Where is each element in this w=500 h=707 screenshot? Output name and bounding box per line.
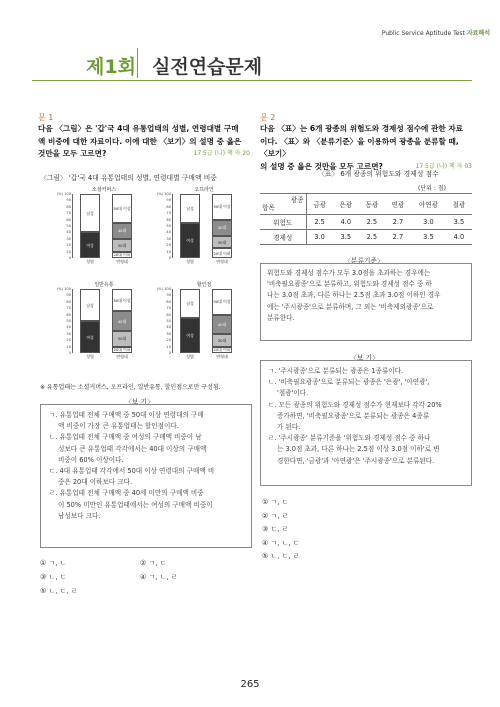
bar-label: 여성 (186, 332, 194, 338)
panel-title: 소셜커머스 (91, 187, 117, 193)
title-underline (32, 80, 472, 81)
table-cell: 3.0 (306, 230, 333, 245)
y-tick-label: 70 (166, 306, 171, 311)
title-divider (137, 48, 138, 78)
y-tick-label: 50 (166, 319, 171, 323)
bar-label: 50대 이상 (113, 297, 131, 303)
bar-label: 50대 이상 (113, 205, 131, 211)
bar-label: 40대 (217, 321, 227, 327)
q1-option-1[interactable]: ① ㄱ, ㄴ (40, 559, 67, 567)
y-tick-label: 10 (166, 344, 171, 349)
y-tick-label: 70 (166, 211, 171, 216)
table-cell: 3.5 (411, 230, 446, 245)
table-cell: 3.0 (411, 215, 446, 230)
y-tick-label: 10 (166, 249, 171, 254)
y-tick-label: (%) 100 (56, 287, 71, 291)
bar-label: 20대 이하 (213, 347, 231, 353)
table-cell: 3.5 (446, 215, 472, 230)
table-cell: 4.0 (446, 230, 472, 245)
y-tick-label: 40 (66, 325, 71, 330)
chart-panel (56, 186, 152, 266)
panel-title: 오프라인 (194, 187, 214, 193)
bar-label: 남성 (86, 210, 94, 216)
bogi-line: ㄴ. '비축필요광종'으로 분류되는 광종은 '은광', '아연광', (268, 378, 430, 387)
col-header: 연광 (385, 194, 411, 215)
y-tick-label: 60 (66, 217, 71, 222)
q1-line3-text: 것만을 모두 고르면? (38, 149, 107, 158)
bogi-line: 비중이 60% 이상이다. (58, 455, 124, 464)
y-tick-label: 10 (66, 344, 71, 349)
q1-note: ※ 유통업태는 소셜커머스, 오프라인, 일반유통, 할인점으로만 구성됨. (40, 384, 221, 391)
table-cell: 2.5 (306, 215, 333, 230)
bogi-line: 성보다 큰 유통업태 각각에서는 40대 이상의 구매액 (58, 444, 207, 453)
y-tick-label: 30 (66, 236, 71, 241)
q2-option-3[interactable]: ③ ㄷ, ㄹ (262, 525, 289, 533)
x-tick-label: 성별 (86, 259, 94, 264)
bogi-line: 는 3.0점 초과, 다른 하나는 2.5점 이상 3.0점 이하'로 변 (277, 445, 440, 454)
q1-figure-caption: 〈그림〉 '갑'국 4대 유통업태의 성별, 연령대별 구매액 비중 (40, 174, 217, 182)
page-number: 265 (240, 679, 260, 690)
y-axis (172, 194, 173, 258)
y-tick-label: 90 (66, 293, 71, 298)
bogi-line: 액 비중이 가장 큰 유통업태는 할인점이다. (58, 422, 179, 431)
q1-bogi-box (40, 404, 252, 548)
y-tick-label: 60 (166, 217, 171, 222)
q1-chart (56, 186, 256, 376)
y-tick-label: 40 (166, 325, 171, 330)
bar-label: 30대 (217, 337, 227, 343)
q2-bogi-box (260, 360, 472, 486)
y-tick-label: 60 (66, 312, 71, 317)
x-tick-label: 성별 (186, 354, 194, 359)
bogi-line: ㄹ. 유통업태 전체 구매액 중 40세 미만의 구매액 비중 (49, 489, 204, 498)
y-tick-label: 20 (66, 243, 71, 248)
panel-title: 일반유통 (94, 282, 114, 288)
bogi-line: ㄴ. 유통업태 전체 구매액 중 여성의 구매액 비중이 남 (49, 433, 202, 442)
table-cell: 4.0 (333, 215, 359, 230)
q1-line1: 다음 〈그림〉은 '갑'국 4대 유통업태의 성별, 연령대별 구매 (38, 124, 239, 133)
table-cell: 2.7 (385, 215, 411, 230)
table-cell: 2.5 (359, 230, 385, 245)
table-cell: 2.7 (385, 230, 411, 245)
y-tick-label: 40 (166, 230, 171, 235)
y-tick-label: 90 (166, 198, 171, 203)
panel-title: 할인점 (196, 282, 212, 288)
corner-bottom: 항목 (262, 204, 275, 212)
top-bar (0, 0, 500, 40)
y-tick-label: 60 (166, 312, 171, 317)
bogi-line: 경한다면, '금광'과 '아연광'은 '주시광종'으로 분류된다. (277, 456, 435, 465)
q2-table-caption: 〈표〉 6개 광종의 위험도와 경제성 점수 (318, 170, 439, 178)
table-row (260, 215, 472, 230)
criteria-line: 분류한다. (267, 313, 295, 322)
y-tick-label: 20 (66, 338, 71, 343)
bogi-line: ㄱ. '주시광종'으로 분류되는 광종은 1종류이다. (268, 367, 404, 375)
q2-criteria-title: 〈분류기준〉 (344, 257, 384, 265)
q1-option-4[interactable]: ④ ㄱ, ㄴ, ㄹ (140, 573, 178, 581)
y-tick-label: 50 (166, 224, 171, 228)
bar-label: 여성 (186, 237, 194, 243)
x-tick-label: 연령대 (116, 354, 128, 359)
criteria-line: 나는 3.0점 초과, 다른 하나는 2.5점 초과 3.0점 이하인 경우 (267, 291, 441, 300)
q1-bogi-list (49, 410, 243, 522)
corner-top: 광종 (290, 196, 304, 204)
bogi-line: 남성보다 크다. (58, 511, 101, 520)
y-tick-label: 80 (166, 299, 171, 304)
q2-criteria-box (260, 263, 472, 341)
y-tick-label: 70 (66, 306, 71, 311)
q2-code: 17 5급 (나) 책 자 03 (415, 162, 472, 170)
bar-label: 30대 (117, 336, 127, 342)
header-section: 자료해석 (466, 30, 490, 37)
q2-option-2[interactable]: ② ㄱ, ㄹ (262, 511, 289, 520)
bogi-line: 중은 20대 이하보다 크다. (58, 478, 133, 487)
chart-panel (156, 281, 252, 361)
chart-panel (56, 281, 152, 361)
col-header: 아연광 (411, 194, 446, 215)
q2-line1: 다음 〈표〉는 6개 광종의 위험도와 경제성 점수에 관한 자료 (260, 124, 464, 133)
q2-line2: 이다. 〈표〉와 〈분류기준〉을 이용하여 광종을 분류할 때, 〈보기〉 (260, 136, 459, 158)
question-2 (260, 112, 472, 173)
bar-label: 50대 이상 (213, 204, 231, 210)
header-label (382, 28, 490, 37)
y-tick-label: 30 (166, 236, 171, 241)
q1-line3 (38, 148, 250, 161)
bar-label: 20대 이하 (113, 252, 131, 258)
bar-label: 여성 (86, 334, 94, 340)
bar-label: 40대 (117, 318, 127, 324)
y-tick-label: (%) 100 (156, 192, 171, 196)
table-cell: 2.5 (359, 215, 385, 230)
bogi-line: ㄷ. 4대 유통업태 각각에서 50대 이상 연령대의 구매액 비 (49, 467, 215, 476)
table-header-row (260, 194, 472, 215)
col-header: 금광 (306, 194, 333, 215)
y-tick-label: 10 (66, 249, 71, 254)
y-tick-label: 20 (166, 243, 171, 248)
col-header: 은광 (333, 194, 359, 215)
bogi-line: ㄱ. 유통업태 전체 구매액 중 50대 이상 연령대의 구매 (49, 411, 204, 419)
bar-label: 여성 (86, 242, 94, 248)
q2-option-1[interactable]: ① ㄱ, ㄷ (262, 498, 289, 506)
bogi-line: 증가하면, '비축필요광종'으로 분류되는 광종은 4종류 (277, 411, 430, 420)
y-tick-label: 30 (166, 331, 171, 336)
bogi-line: ㄷ. 모든 광종의 위험도와 경제성 점수가 현재보다 각각 20% (268, 400, 442, 409)
bar-label: 40대 (117, 228, 127, 234)
row-label: 위험도 (260, 215, 306, 230)
q2-table-wrap (260, 193, 472, 245)
q1-option-5[interactable]: ⑤ ㄴ, ㄷ, ㄹ (40, 587, 78, 595)
bar-label: 30대 (117, 242, 127, 248)
bogi-line: 이 50% 미만인 유통업태에서는 여성의 구매액 비중이 (58, 500, 213, 509)
bar-label: 20대 이하 (113, 347, 131, 353)
x-tick-label: 성별 (186, 259, 194, 264)
chart-panel (156, 186, 252, 266)
y-tick-label: 20 (166, 338, 171, 343)
y-tick-label: 50 (66, 319, 71, 323)
y-tick-label: 80 (66, 299, 71, 304)
page-title: 실전연습문제 (152, 56, 263, 78)
col-header: 동광 (359, 194, 385, 215)
y-tick-label: 0 (68, 351, 71, 355)
y-tick-label: 80 (166, 204, 171, 209)
q1-code: 17 5급 (나) 책 자 20 (193, 150, 250, 157)
y-tick-label: 0 (168, 256, 171, 260)
criteria-line: 에는 '주시광종'으로 분류하며, 그 외는 '비축제외광종'으로 (267, 302, 434, 311)
criteria-line: 위험도와 경제성 점수가 모두 3.0점을 초과하는 경우에는 (267, 269, 431, 277)
y-tick-label: 50 (66, 224, 71, 228)
y-tick-label: 0 (168, 351, 171, 355)
q2-criteria-list (267, 268, 465, 324)
criteria-line: '비축필요광종'으로 분류하고, 위험도와 경제성 점수 중 하 (267, 280, 432, 289)
col-header: 철광 (446, 194, 472, 215)
bar-label: 40대 (217, 225, 227, 231)
bar-label: 남성 (86, 302, 94, 308)
bar-label: 30대 (217, 239, 227, 245)
y-tick-label: 0 (68, 256, 71, 260)
bar-label: 남성 (186, 300, 194, 306)
header-series: Public Service Aptitude Test (381, 30, 465, 37)
x-tick-label: 연령대 (216, 259, 228, 264)
q1-option-3[interactable]: ③ ㄴ, ㄷ (40, 573, 67, 581)
q2-table (260, 193, 472, 245)
y-tick-label: (%) 100 (156, 287, 171, 291)
bar-label: 남성 (186, 205, 194, 211)
x-tick-label: 연령대 (216, 354, 228, 359)
q2-bogi-title: 〈보 기〉 (350, 354, 379, 362)
y-axis (172, 289, 173, 353)
y-axis (72, 194, 73, 258)
y-tick-label: (%) 100 (56, 192, 71, 196)
q1-option-2[interactable]: ② ㄱ, ㄷ (140, 559, 167, 567)
bar-label: 20대 이하 (213, 250, 231, 256)
y-axis (72, 289, 73, 353)
exam-number: 제1회 (86, 56, 136, 78)
q2-options (262, 496, 382, 564)
table-cell: 3.5 (333, 230, 359, 245)
bogi-line: '철광'이다. (277, 389, 309, 398)
y-tick-label: 90 (166, 293, 171, 298)
y-tick-label: 30 (66, 331, 71, 336)
q2-label: 문 2 (260, 113, 276, 122)
q1-bogi-title: 〈보 기〉 (125, 398, 154, 406)
bogi-line: 가 된다. (277, 423, 301, 432)
question-1 (38, 112, 250, 161)
y-tick-label: 90 (66, 198, 71, 203)
x-tick-label: 연령대 (116, 259, 128, 264)
bar-label: 50대 이상 (213, 299, 231, 305)
table-row (260, 230, 472, 245)
y-tick-label: 80 (66, 204, 71, 209)
q2-unit: (단위 : 점) (418, 185, 446, 192)
q1-label: 문 1 (38, 113, 54, 122)
q2-line3-text: 의 설명 중 옳은 것만을 모두 고르면? (260, 161, 383, 171)
y-tick-label: 70 (66, 211, 71, 216)
table-corner (260, 194, 306, 215)
y-tick-label: 40 (66, 230, 71, 235)
q2-option-5[interactable]: ⑤ ㄴ, ㄷ, ㄹ (262, 552, 300, 560)
q2-bogi-list (268, 366, 464, 467)
x-tick-label: 성별 (86, 354, 94, 359)
q1-line2: 액 비중에 대한 자료이다. 이에 대한 〈보기〉의 설명 중 옳은 (38, 136, 242, 146)
bogi-line: ㄹ. '주시광종' 분류기준을 '위험도와 경제성 점수 중 하나 (268, 434, 431, 443)
row-label: 경제성 (260, 230, 306, 245)
q2-option-4[interactable]: ④ ㄱ, ㄴ, ㄷ (262, 538, 300, 547)
